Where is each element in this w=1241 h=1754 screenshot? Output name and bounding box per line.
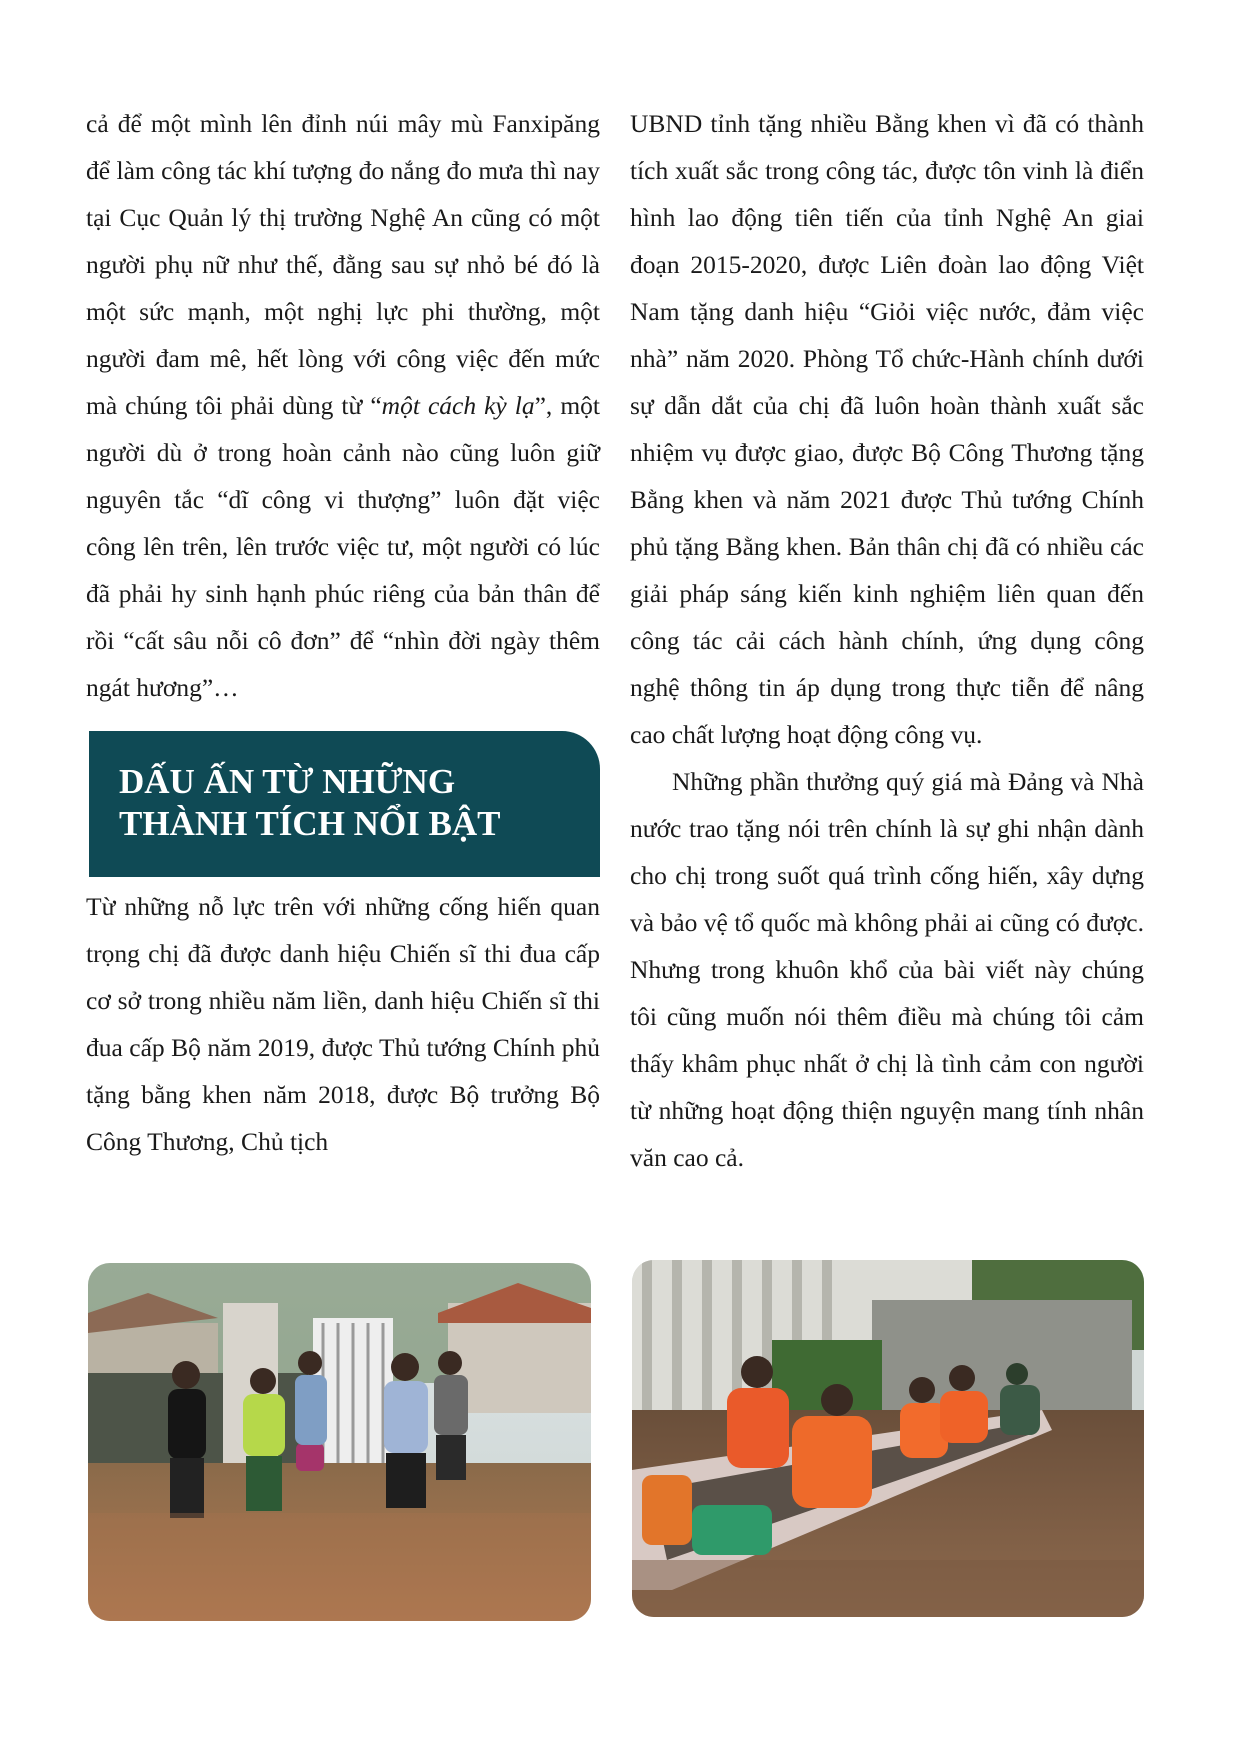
section-heading-line-2: THÀNH TÍCH NỔI BẬT [119,804,501,843]
left-column [86,100,600,1165]
photo-flood-street-image [88,1263,591,1621]
section-heading-line-1: DẤU ẤN TỪ NHỮNG [119,762,456,801]
left-paragraph-2: Từ những nỗ lực trên với những cống hiến quan trọng chị đã được danh hiệu Chiến sĩ thi đua cấp cơ sở trong nhiều năm liền, danh hiệu Chiến sĩ thi đua cấp Bộ năm 2019, được Thủ tướng Chính phủ tặng bằng khen năm 2018, được Bộ trưởng Bộ Công Thương, Chủ tịch [86,892,600,1156]
photo-rescue-boat-image [632,1260,1144,1617]
photo-flood-street [88,1263,591,1621]
photo-rescue-boat [632,1260,1144,1617]
section-heading [89,731,600,877]
left-paragraph-1: cả để một mình lên đỉnh núi mây mù Fanxipăng để làm công tác khí tượng đo nắng đo mưa thì nay tại Cục Quản lý thị trường Nghệ An cũng có một người phụ nữ như thế, đằng sau sự nhỏ bé đó là một sức mạnh, một nghị lực phi thường, một người đam mê, hết lòng với công việc đến mức mà chúng tôi phải dùng từ “một cách kỳ lạ”, một người dù ở trong hoàn cảnh nào cũng luôn giữ nguyên tắc “dĩ công vi thượng” luôn đặt việc công lên trên, lên trước việc tư, một người có lúc đã phải hy sinh hạnh phúc riêng của bản thân để rồi “cất sâu nỗi cô đơn” để “nhìn đời ngày thêm ngát hương”… [86,109,600,702]
right-column [630,100,1144,1181]
right-paragraph-2: Những phần thưởng quý giá mà Đảng và Nhà nước trao tặng nói trên chính là sự ghi nhận dành cho chị trong suốt quá trình cống hiến, xây dựng và bảo vệ tổ quốc mà không phải ai cũng có được. Nhưng trong khuôn khổ của bài viết này chúng tôi cũng muốn nói thêm điều mà chúng tôi cảm thấy khâm phục nhất ở chị là tình cảm con người từ những hoạt động thiện nguyện mang tính nhân văn cao cả. [630,767,1144,1172]
italic-phrase: một cách kỳ lạ [381,391,535,420]
right-paragraph-1: UBND tỉnh tặng nhiều Bằng khen vì đã có thành tích xuất sắc trong công tác, được tôn vinh là điển hình lao động tiên tiến của tỉnh Nghệ An giai đoạn 2015-2020, được Liên đoàn lao động Việt Nam tặng danh hiệu “Giỏi việc nước, đảm việc nhà” năm 2020. Phòng Tổ chức-Hành chính dưới sự dẫn dắt của chị đã luôn hoàn thành xuất sắc nhiệm vụ được giao, được Bộ Công Thương tặng Bằng khen và năm 2021 được Thủ tướng Chính phủ tặng Bằng khen. Bản thân chị đã có nhiều các giải pháp sáng kiến kinh nghiệm liên quan đến công tác cải cách hành chính, ứng dụng công nghệ thông tin áp dụng trong thực tiễn để nâng cao chất lượng hoạt động công vụ. [630,109,1144,749]
